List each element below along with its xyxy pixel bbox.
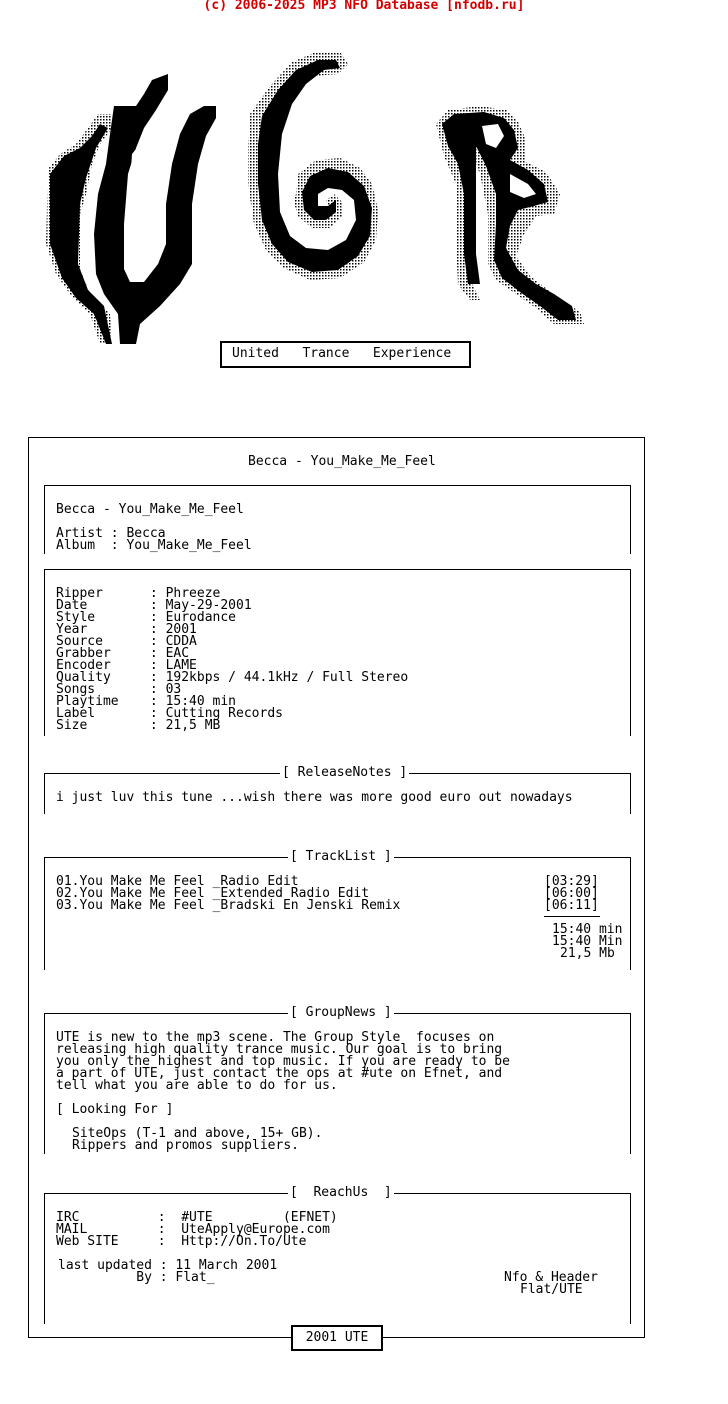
track-1-time: [03:29] [544, 874, 599, 889]
logo-letter-e [436, 106, 584, 324]
info-quality: Quality : 192kbps / 44.1kHz / Full Stereo [56, 670, 409, 685]
track-3-time: [06:11] [544, 898, 599, 913]
releasenotes-text: i just luv this tune ...wish there was more good euro out nowadays [56, 790, 573, 805]
track-3-name: 03.You Make Me Feel _Bradski En Jenski Remix [56, 898, 401, 913]
info-playtime: Playtime : 15:40 min [56, 694, 237, 709]
total-rule [544, 916, 600, 917]
track-2-time: [06:00] [544, 886, 599, 901]
reachus-irc: IRC : #UTE (EFNET) [56, 1210, 338, 1225]
info-ripper: Ripper : Phreeze [56, 586, 221, 601]
last-updated: last updated : 11 March 2001 [58, 1258, 278, 1273]
updated-by: By : Flat_ [58, 1270, 215, 1285]
tracklist-title: [ TrackList ] [290, 849, 392, 864]
ute-logo [40, 44, 600, 354]
release-heading: Becca - You_Make_Me_Feel [56, 502, 244, 517]
logo-letter-t [248, 52, 378, 280]
wanted-rippers: Rippers and promos suppliers. [72, 1138, 299, 1153]
info-style: Style : Eurodance [56, 610, 237, 625]
wanted-siteops: SiteOps (T-1 and above, 15+ GB). [72, 1126, 323, 1141]
reachus-mail: MAIL : UteApply@Europe.com [56, 1222, 330, 1237]
info-source: Source : CDDA [56, 634, 197, 649]
info-encoder: Encoder : LAME [56, 658, 197, 673]
groupnews-line-2: releasing high quality trance music. Our goal is to bring [56, 1042, 503, 1057]
artist-line: Artist : Becca [56, 526, 166, 541]
footer-badge: 2001 UTE [291, 1325, 383, 1351]
release-title: Becca - You_Make_Me_Feel [248, 454, 436, 469]
groupnews-line-4: a part of UTE, just contact the ops at #ute on Efnet, and [56, 1066, 503, 1081]
groupnews-title: [ GroupNews ] [290, 1005, 392, 1020]
groupnews-line-3: you only the highest and top music. If you are ready to be [56, 1054, 510, 1069]
total-size: 21,5 Mb [560, 946, 615, 961]
info-songs: Songs : 03 [56, 682, 182, 697]
artist-section-edge-left [44, 485, 46, 499]
reachus-title: [ ReachUs ] [290, 1185, 392, 1200]
credit-flat-ute: Flat/UTE [520, 1282, 583, 1297]
info-label: Label : Cutting Records [56, 706, 283, 721]
total-playtime: 15:40 min [552, 922, 623, 937]
releasenotes-title: [ ReleaseNotes ] [282, 765, 408, 780]
info-year: Year : 2001 [56, 622, 197, 637]
copyright-header: (c) 2006-2025 MP3 NFO Database [nfodb.ru] [203, 0, 525, 13]
groupnews-line-1: UTE is new to the mp3 scene. The Group Style focuses on [56, 1030, 495, 1045]
reachus-web: Web SITE : Http://On.To/Ute [56, 1234, 307, 1249]
logo-tagline: United Trance Experience [232, 346, 452, 361]
track-1-name: 01.You Make Me Feel _Radio Edit [56, 874, 299, 889]
track-2-name: 02.You Make Me Feel _Extended Radio Edit [56, 886, 370, 901]
total-playtime-alt: 15:40 Min [552, 934, 623, 949]
logo-letter-u [46, 74, 216, 344]
groupnews-line-5: tell what you are able to do for us. [56, 1078, 338, 1093]
credit-nfo-header: Nfo & Header [504, 1270, 598, 1285]
info-grabber: Grabber : EAC [56, 646, 190, 661]
looking-for-heading: [ Looking For ] [56, 1102, 174, 1117]
album-line: Album : You_Make_Me_Feel [56, 538, 252, 553]
info-size: Size : 21,5 MB [56, 718, 221, 733]
info-date: Date : May-29-2001 [56, 598, 252, 613]
